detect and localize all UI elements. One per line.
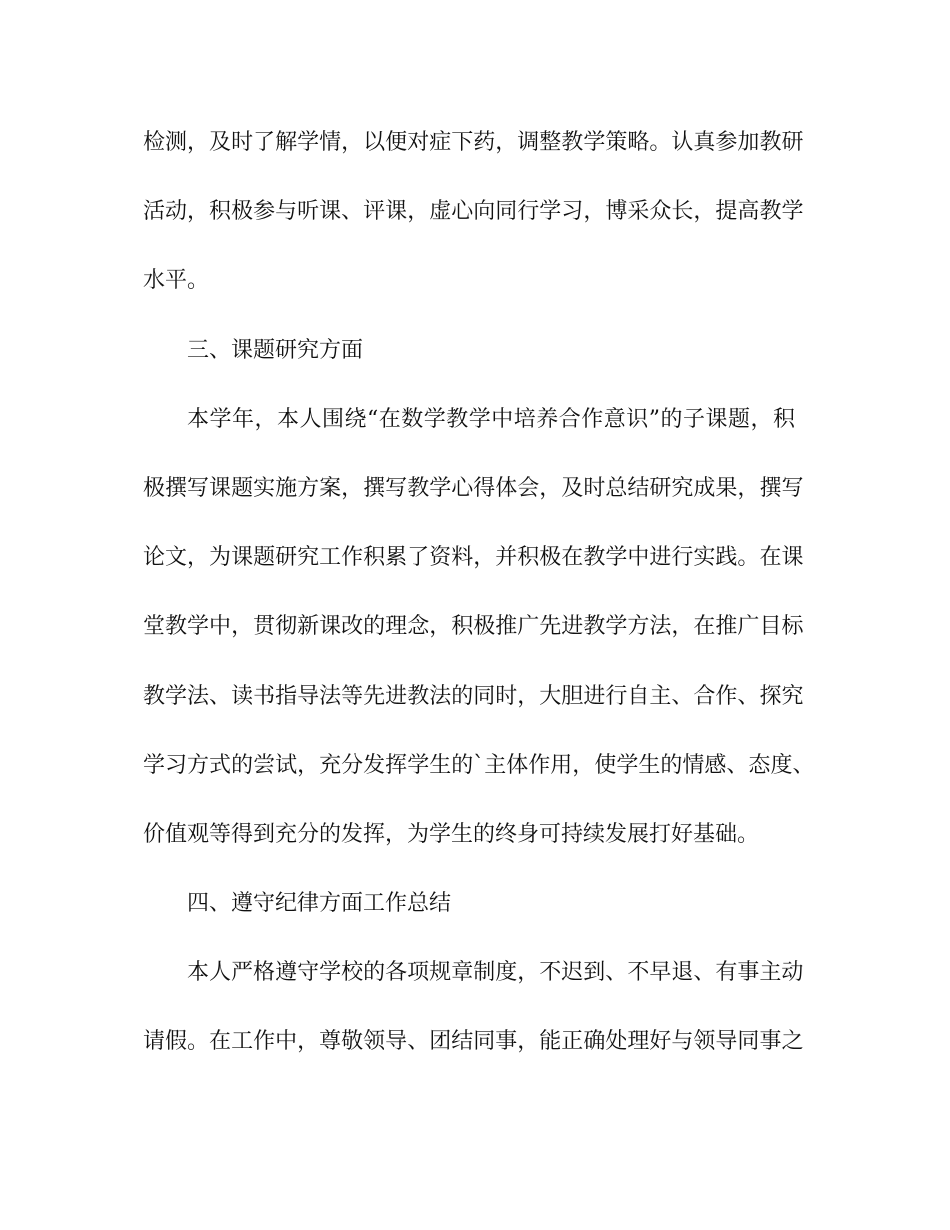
text-line xyxy=(143,192,803,261)
text-line-content: 论 文 ， 为 课 题 研 究 工 作 积 累 了 资 料 ， 并 积 极 在 教 学 中 进 行 实 践 。 在 课 xyxy=(143,545,804,571)
text-line xyxy=(143,953,803,1022)
text-line xyxy=(143,607,803,676)
text-line-content: 活 动 ， 积 极 参 与 听 课 、 评 课 ， 虚 心 向 同 行 学 习 ， 博 采 众 长 ， 提 高 教 学 xyxy=(143,199,804,225)
text-line-content: 请 假 。 在 工 作 中 ， 尊 敬 领 导 、 团 结 同 事 ， 能 正 确 处 理 好 与 领 导 同 事 之 xyxy=(143,1029,804,1055)
text-line xyxy=(143,261,803,330)
text-line xyxy=(143,815,803,884)
text-line xyxy=(143,1022,803,1091)
text-line-content: 本 学 年 ， 本 人 围 绕 “ 在 数 学 教 学 中 培 养 合 作 意 识 ” 的 子 课 题 ， 积 xyxy=(187,406,795,432)
text-line xyxy=(143,538,803,607)
text-line-content: 本 人 严 格 遵 守 学 校 的 各 项 规 章 制 度 ， 不 迟 到 、 不 早 退 、 有 事 主 动 xyxy=(187,960,804,986)
text-line-content: 四、遵守纪律方面工作总结 xyxy=(187,891,452,917)
text-line-content: 检 测 ， 及 时 了 解 学 情 ， 以 便 对 症 下 药 ， 调 整 教 学 策 略 。 认 真 参 加 教 研 xyxy=(143,130,804,155)
text-line-content: 价值观等得到充分的发挥，为学生的终身可持续发展打好基础。 xyxy=(143,821,760,847)
text-line-content: 教 学 法 、 读 书 指 导 法 等 先 进 教 法 的 同 时 ， 大 胆 进 行 自 主 、 合 作 、 探 究 xyxy=(143,683,804,709)
text-line-content: 堂 教 学 中 ， 贯 彻 新 课 改 的 理 念 ， 积 极 推 广 先 进 教 学 方 法 ， 在 推 广 目 标 xyxy=(143,614,804,640)
text-line-content: 水平。 xyxy=(143,268,210,294)
text-line-content: 极 撰 写 课 题 实 施 方 案 ， 撰 写 教 学 心 得 体 会 ， 及 时 总 结 研 究 成 果 ， 撰 写 xyxy=(143,475,804,501)
text-line xyxy=(143,884,803,953)
text-line xyxy=(143,331,803,400)
document-body xyxy=(143,123,815,1092)
text-line xyxy=(143,469,803,538)
text-line xyxy=(143,123,803,192)
text-line xyxy=(143,746,815,815)
text-line xyxy=(143,677,803,746)
text-line-content: 三、课题研究方面 xyxy=(187,337,364,363)
text-line-content: 学 习 方 式 的 尝 试 ， 充 分 发 挥 学 生 的 ` 主 体 作 用 ， 使 学 生 的 情 感 、 态 度 、 xyxy=(143,752,815,778)
text-line xyxy=(143,400,803,469)
